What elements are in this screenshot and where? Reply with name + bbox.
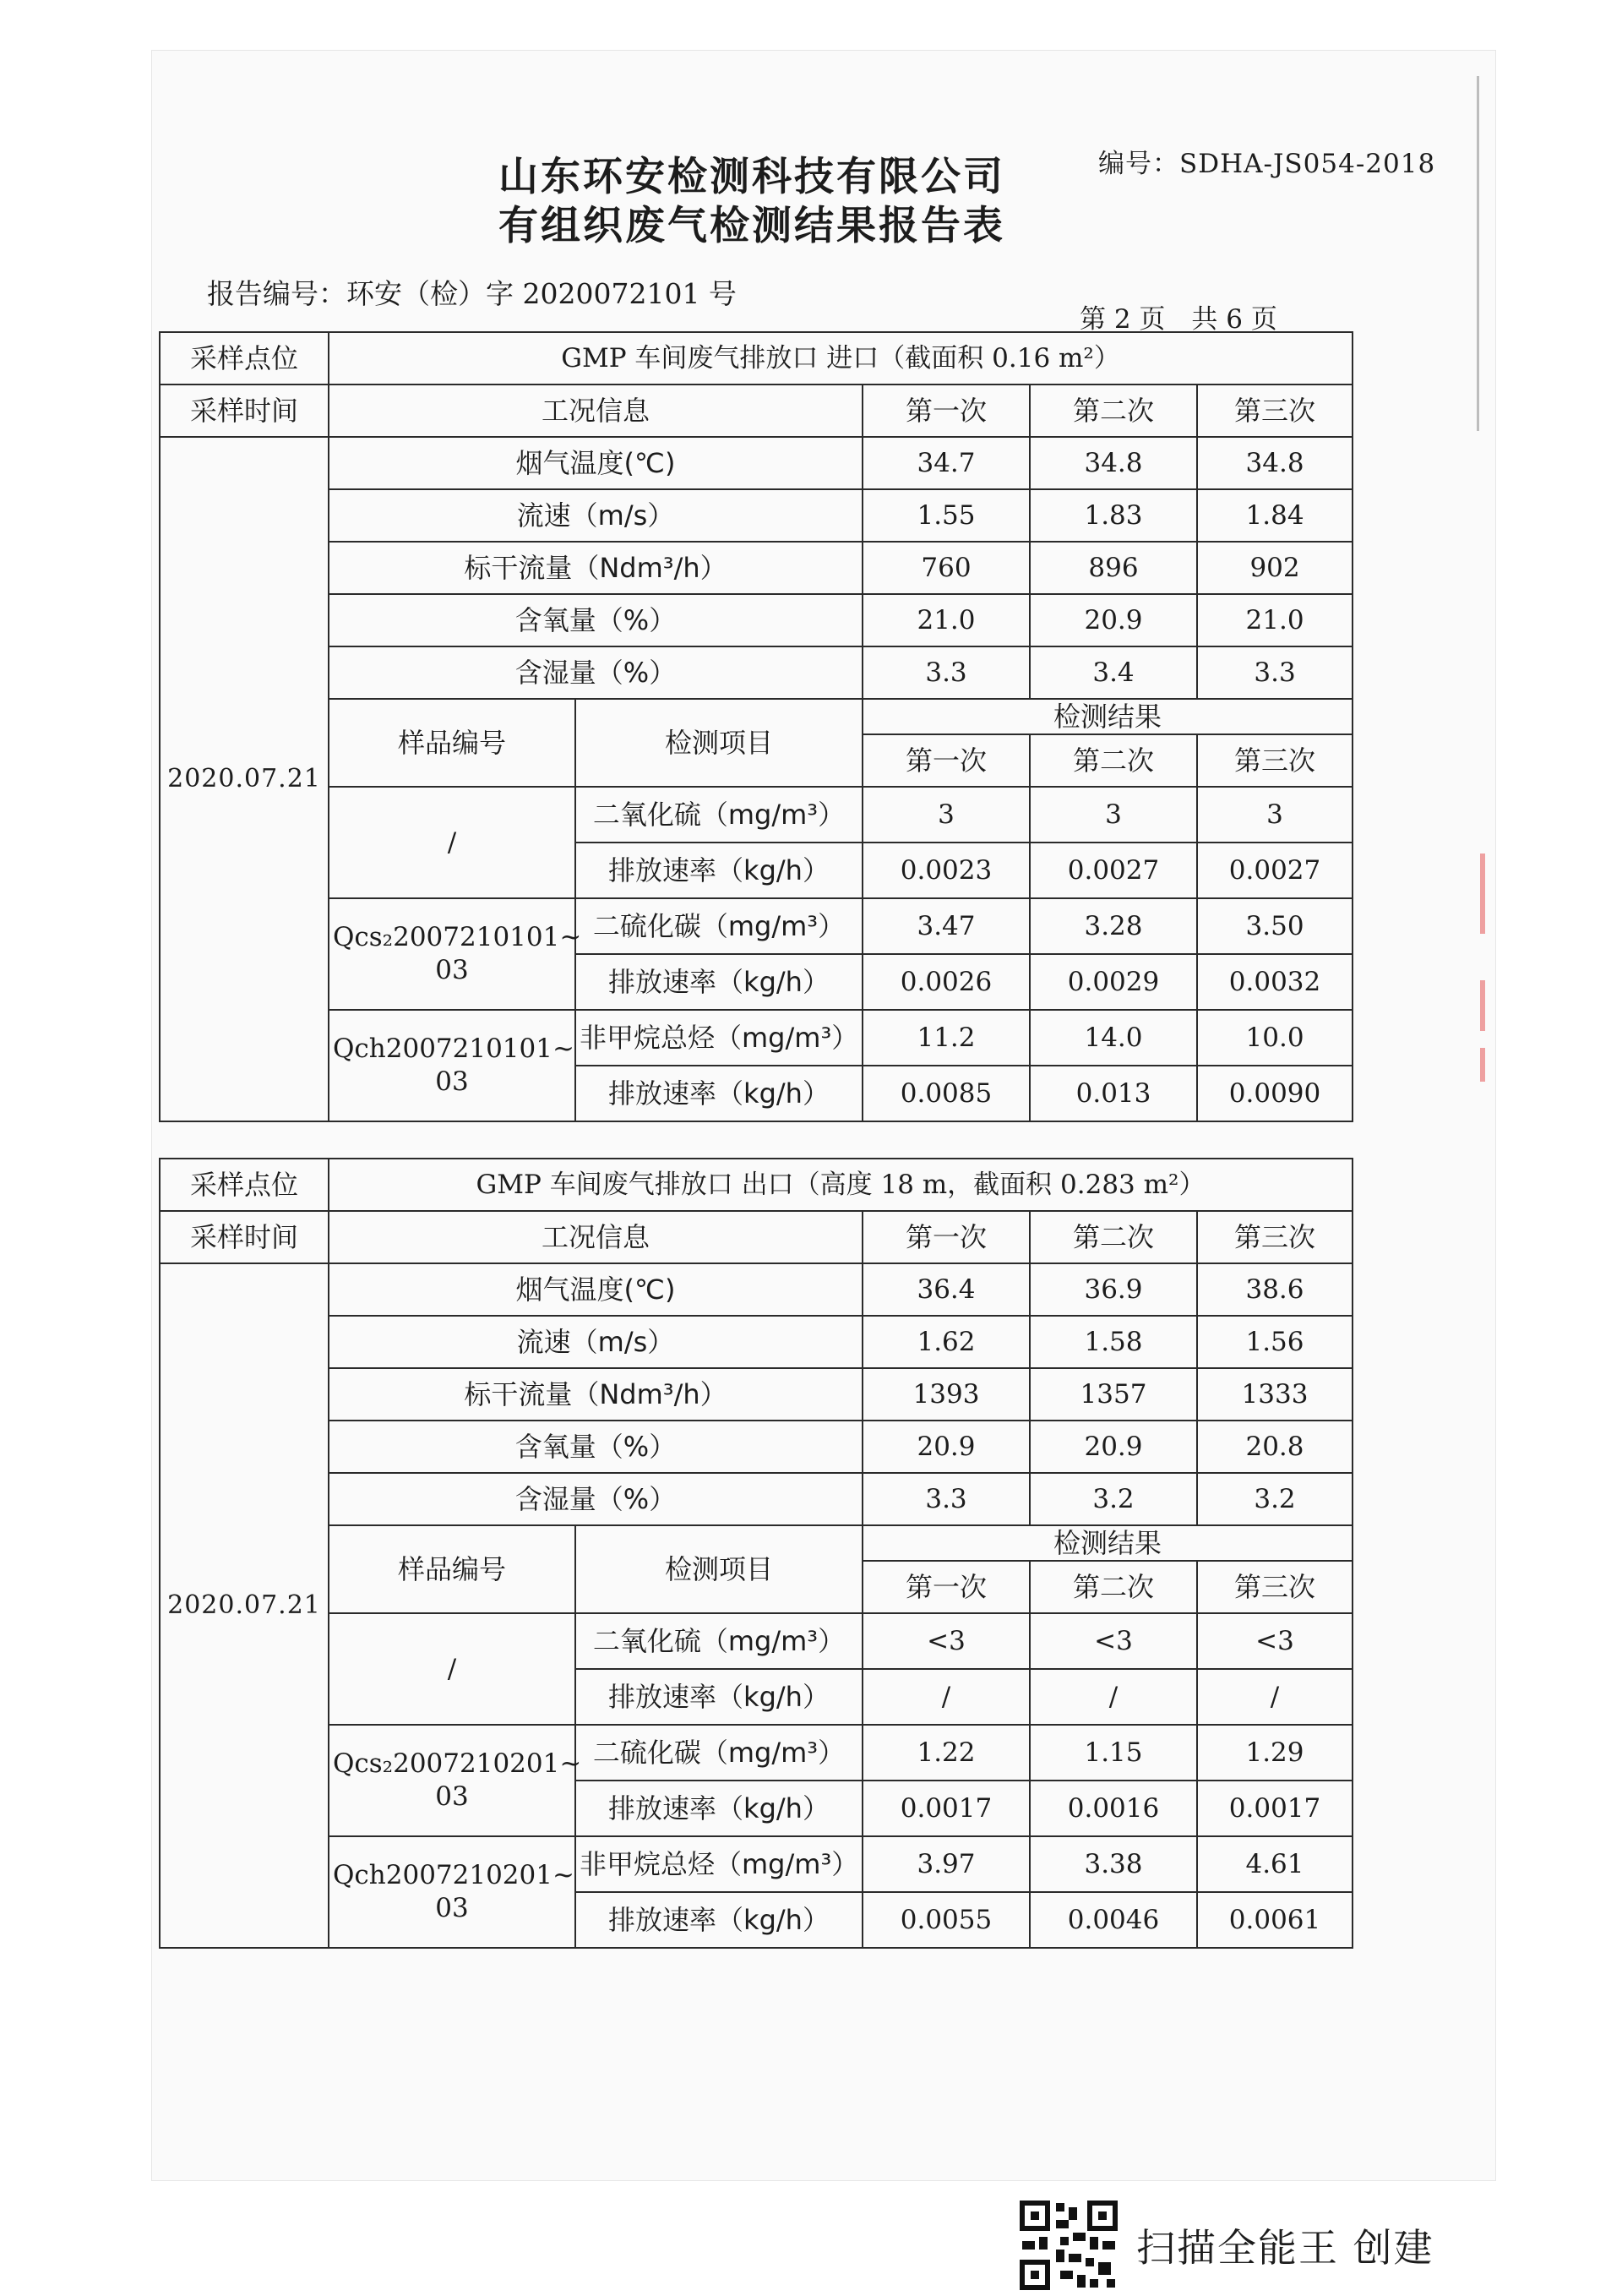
test-item: 二硫化碳（mg/m³）: [575, 1725, 863, 1781]
sampling-time-label: 采样时间: [160, 384, 329, 437]
red-stamp-mark: [1480, 854, 1485, 934]
test-result-header: 检测结果: [863, 699, 1353, 734]
result-value: 0.0026: [863, 954, 1030, 1010]
run-value: 20.9: [1030, 1421, 1197, 1473]
condition-info-header: 工况信息: [329, 1211, 863, 1263]
run-value: 1.62: [863, 1316, 1030, 1368]
row-sampling-time: [160, 384, 1353, 437]
result-row: [160, 1010, 1353, 1066]
result-value: 14.0: [1030, 1010, 1197, 1066]
result-value: 1.22: [863, 1725, 1030, 1781]
sampling-time-label: 采样时间: [160, 1211, 329, 1263]
result-value: 0.013: [1030, 1066, 1197, 1121]
condition-row: [160, 1421, 1353, 1473]
result-value: 0.0055: [863, 1892, 1030, 1948]
sample-id: Qch2007210101~ 03: [329, 1010, 575, 1121]
sample-id: Qch2007210201~ 03: [329, 1836, 575, 1948]
result-value: 0.0016: [1030, 1781, 1197, 1836]
result-value: 0.0090: [1197, 1066, 1353, 1121]
row-sampling-time: [160, 1211, 1353, 1263]
sample-id: /: [329, 1613, 575, 1725]
run-value: 20.8: [1197, 1421, 1353, 1473]
condition-row: [160, 489, 1353, 542]
condition-label: 流速（m/s）: [329, 1316, 863, 1368]
result-value: 3.47: [863, 898, 1030, 954]
run-value: 896: [1030, 542, 1197, 594]
run-value: 1.84: [1197, 489, 1353, 542]
sample-id: Qcs₂2007210201~ 03: [329, 1725, 575, 1836]
result-row: [160, 1725, 1353, 1781]
run-value: 1.56: [1197, 1316, 1353, 1368]
condition-row: [160, 646, 1353, 699]
run-value: 3.3: [1197, 646, 1353, 699]
result-value: <3: [1030, 1613, 1197, 1669]
run-1-header: 第一次: [863, 1211, 1030, 1263]
red-stamp-mark: [1480, 1048, 1485, 1082]
condition-label: 含氧量（%）: [329, 1421, 863, 1473]
result-value: 3: [1197, 787, 1353, 843]
condition-label: 含氧量（%）: [329, 594, 863, 646]
condition-row: [160, 542, 1353, 594]
paper-edge: [1477, 76, 1479, 431]
sampling-point-label: 采样点位: [160, 1159, 329, 1211]
test-item: 二氧化硫（mg/m³）: [575, 1613, 863, 1669]
page-title: 有组织废气检测结果报告表: [498, 203, 1005, 249]
run-value: 34.8: [1030, 437, 1197, 489]
sampling-point-value: GMP 车间废气排放口 进口（截面积 0.16 m²）: [329, 332, 1353, 384]
sample-id-header: 样品编号: [329, 1525, 575, 1613]
condition-row: [160, 1368, 1353, 1421]
results-table-inlet: [159, 331, 1353, 1122]
result-value: 0.0029: [1030, 954, 1197, 1010]
result-value: 3.28: [1030, 898, 1197, 954]
row-sampling-point: [160, 332, 1353, 384]
condition-label: 烟气温度(℃): [329, 1263, 863, 1316]
result-value: 0.0017: [863, 1781, 1030, 1836]
run-value: 20.9: [863, 1421, 1030, 1473]
run-2-header: 第二次: [1030, 734, 1197, 787]
condition-label: 烟气温度(℃): [329, 437, 863, 489]
document-code: 编号：SDHA-JS054-2018: [1098, 149, 1436, 179]
result-value: <3: [863, 1613, 1030, 1669]
sampling-point-label: 采样点位: [160, 332, 329, 384]
row-sampling-point: [160, 1159, 1353, 1211]
result-value: 3: [863, 787, 1030, 843]
run-value: 3.3: [863, 646, 1030, 699]
sample-id: Qcs₂2007210101~ 03: [329, 898, 575, 1010]
condition-info-header: 工况信息: [329, 384, 863, 437]
results-header-row: [160, 699, 1353, 734]
run-value: 1393: [863, 1368, 1030, 1421]
condition-row: [160, 1263, 1353, 1316]
run-value: 38.6: [1197, 1263, 1353, 1316]
run-3-header: 第三次: [1197, 734, 1353, 787]
run-value: 760: [863, 542, 1030, 594]
result-row: [160, 1613, 1353, 1669]
run-value: 1357: [1030, 1368, 1197, 1421]
result-value: 3.38: [1030, 1836, 1197, 1892]
result-value: 10.0: [1197, 1010, 1353, 1066]
result-value: 1.15: [1030, 1725, 1197, 1781]
result-value: 0.0061: [1197, 1892, 1353, 1948]
test-item-header: 检测项目: [575, 1525, 863, 1613]
run-2-header: 第二次: [1030, 384, 1197, 437]
result-row: [160, 787, 1353, 843]
result-value: 0.0032: [1197, 954, 1353, 1010]
test-result-header: 检测结果: [863, 1525, 1353, 1561]
condition-row: [160, 1316, 1353, 1368]
test-item: 排放速率（kg/h）: [575, 1669, 863, 1725]
result-value: 3.50: [1197, 898, 1353, 954]
run-value: 34.8: [1197, 437, 1353, 489]
result-value: 0.0023: [863, 843, 1030, 898]
result-row: [160, 1836, 1353, 1892]
run-value: 902: [1197, 542, 1353, 594]
result-value: 0.0085: [863, 1066, 1030, 1121]
scanner-text: 扫描全能王 创建: [1136, 2225, 1434, 2271]
test-item: 排放速率（kg/h）: [575, 1892, 863, 1948]
test-item: 二硫化碳（mg/m³）: [575, 898, 863, 954]
run-value: 1333: [1197, 1368, 1353, 1421]
result-value: /: [863, 1669, 1030, 1725]
result-value: 0.0027: [1197, 843, 1353, 898]
condition-label: 流速（m/s）: [329, 489, 863, 542]
results-header-row: [160, 1525, 1353, 1561]
condition-label: 含湿量（%）: [329, 646, 863, 699]
page-number: 第 2 页 共 6 页: [1080, 304, 1277, 335]
report-number: 报告编号：环安（检）字 2020072101 号: [207, 277, 737, 310]
condition-row: [160, 1473, 1353, 1525]
condition-label: 含湿量（%）: [329, 1473, 863, 1525]
scanner-watermark: [1018, 2199, 1434, 2292]
sample-id-header: 样品编号: [329, 699, 575, 787]
test-item: 二氧化硫（mg/m³）: [575, 787, 863, 843]
condition-label: 标干流量（Ndm³/h）: [329, 1368, 863, 1421]
run-value: 36.4: [863, 1263, 1030, 1316]
run-value: 3.3: [863, 1473, 1030, 1525]
qr-code-icon: [1018, 2199, 1119, 2292]
results-table-outlet: [159, 1158, 1353, 1949]
test-item: 排放速率（kg/h）: [575, 1781, 863, 1836]
run-value: 20.9: [1030, 594, 1197, 646]
test-item: 排放速率（kg/h）: [575, 954, 863, 1010]
result-value: 4.61: [1197, 1836, 1353, 1892]
run-value: 21.0: [863, 594, 1030, 646]
sampling-point-value: GMP 车间废气排放口 出口（高度 18 m，截面积 0.283 m²）: [329, 1159, 1353, 1211]
run-3-header: 第三次: [1197, 1211, 1353, 1263]
run-value: 3.2: [1197, 1473, 1353, 1525]
run-1-header: 第一次: [863, 384, 1030, 437]
result-value: 3: [1030, 787, 1197, 843]
run-3-header: 第三次: [1197, 1561, 1353, 1613]
result-row: [160, 898, 1353, 954]
test-item: 非甲烷总烃（mg/m³）: [575, 1010, 863, 1066]
result-value: 0.0046: [1030, 1892, 1197, 1948]
run-1-header: 第一次: [863, 734, 1030, 787]
test-item: 排放速率（kg/h）: [575, 843, 863, 898]
condition-row: [160, 437, 1353, 489]
test-item: 非甲烷总烃（mg/m³）: [575, 1836, 863, 1892]
result-value: 0.0017: [1197, 1781, 1353, 1836]
run-1-header: 第一次: [863, 1561, 1030, 1613]
run-value: 1.58: [1030, 1316, 1197, 1368]
run-3-header: 第三次: [1197, 384, 1353, 437]
run-value: 34.7: [863, 437, 1030, 489]
test-item: 排放速率（kg/h）: [575, 1066, 863, 1121]
run-value: 1.55: [863, 489, 1030, 542]
run-value: 36.9: [1030, 1263, 1197, 1316]
result-value: /: [1030, 1669, 1197, 1725]
company-name: 山东环安检测科技有限公司: [498, 154, 1005, 200]
run-value: 3.2: [1030, 1473, 1197, 1525]
sampling-date: 2020.07.21: [160, 1263, 329, 1948]
run-value: 1.83: [1030, 489, 1197, 542]
sample-id: /: [329, 787, 575, 898]
result-value: <3: [1197, 1613, 1353, 1669]
sampling-date: 2020.07.21: [160, 437, 329, 1121]
condition-label: 标干流量（Ndm³/h）: [329, 542, 863, 594]
run-value: 21.0: [1197, 594, 1353, 646]
result-value: 3.97: [863, 1836, 1030, 1892]
result-value: 11.2: [863, 1010, 1030, 1066]
result-value: 1.29: [1197, 1725, 1353, 1781]
test-item-header: 检测项目: [575, 699, 863, 787]
result-value: 0.0027: [1030, 843, 1197, 898]
run-2-header: 第二次: [1030, 1561, 1197, 1613]
condition-row: [160, 594, 1353, 646]
result-value: /: [1197, 1669, 1353, 1725]
run-2-header: 第二次: [1030, 1211, 1197, 1263]
run-value: 3.4: [1030, 646, 1197, 699]
red-stamp-mark: [1480, 980, 1485, 1031]
